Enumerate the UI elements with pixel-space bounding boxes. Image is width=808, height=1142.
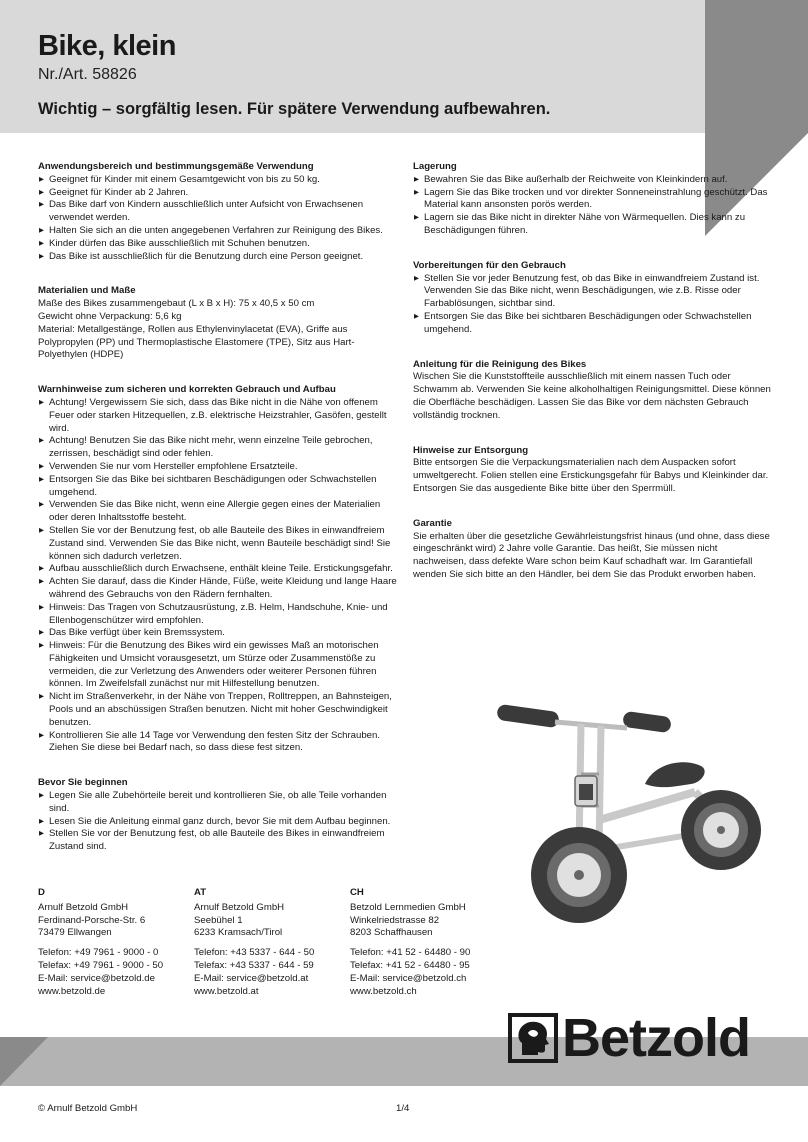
logo-text: Betzold: [562, 1008, 750, 1068]
seat: [645, 762, 705, 787]
section-text: Bitte entsorgen Sie die Verpackungsmaterialien nach dem Auspacken sofort umweltgerecht. Folien stellen eine Erstickungsgefahr für Babys und Kleinkinder dar. Entsorgen Sie das ausgediente Bike bitte über den Sperrmüll.: [413, 457, 769, 494]
list-item: ▶ Kontrollieren Sie alle 14 Tage vor Verwendung den festen Sitz der Schrauben. Ziehen Sie diese bei Bedarf nach, so dass diese fest sitzen.: [38, 730, 398, 756]
phone: Telefon: +43 5337 - 644 - 50: [194, 947, 315, 959]
head-profile-icon: [508, 1013, 558, 1063]
list-item: ▶ Kinder dürfen das Bike ausschließlich mit Schuhen benutzen.: [38, 238, 398, 251]
section-title: Garantie: [413, 517, 452, 529]
text-line: Material: Metallgestänge, Rollen aus Ethylenvinylacetat (EVA), Griffe aus Polypropylen (PP) und Thermoplastische Elastomere (TPE), Sitz aus Hart-Polyethylen (HDPE): [38, 323, 355, 361]
city: 73479 Ellwangen: [38, 927, 112, 939]
usage-section: [38, 161, 398, 263]
list-item: ▶ Geeignet für Kinder ab 2 Jahren.: [38, 187, 398, 200]
list-item: ▶ Lagern Sie das Bike trocken und vor direkter Sonneneinstrahlung geschützt. Das Material kann ansonsten porös werden.: [413, 187, 773, 213]
list-item: ▶ Achtung! Benutzen Sie das Bike nicht mehr, wenn einzelne Teile gebrochen, zerrissen, beschädigt sind oder fehlen.: [38, 435, 398, 461]
list-item: ▶ Geeignet für Kinder mit einem Gesamtgewicht von bis zu 50 kg.: [38, 174, 398, 187]
email-link[interactable]: E-Mail: service@betzold.ch: [350, 972, 467, 984]
street: Ferdinand-Porsche-Str. 6: [38, 914, 146, 926]
list-item: ▶ Hinweis: Das Tragen von Schutzausrüstung, z.B. Helm, Handschuhe, Knie- und Ellenbogenschützer wird empfohlen.: [38, 602, 398, 628]
left-column: [38, 161, 398, 854]
web-link[interactable]: www.betzold.ch: [350, 985, 417, 997]
list-item: ▶ Stellen Sie vor der Benutzung fest, ob alle Bauteile des Bikes in einwandfreiem Zustand sind. Verwenden Sie das Bike nicht, wenn Bauteile beschädigt sind! Sie können sich dadurch verletzen.: [38, 525, 398, 563]
section-title: Vorbereitungen für den Gebrauch: [413, 259, 566, 271]
warnings-section: [38, 384, 398, 755]
section-title: Materialien und Maße: [38, 285, 136, 297]
list-item: ▶ Stellen Sie vor der Benutzung fest, ob alle Bauteile des Bikes in einwandfreiem Zustand sind.: [38, 828, 398, 854]
copyright: © Arnulf Betzold GmbH: [38, 1103, 138, 1114]
list-item: ▶ Halten Sie sich an die unten angegebenen Verfahren zur Reinigung des Bikes.: [38, 225, 398, 238]
list-item: ▶ Das Bike darf von Kindern ausschließlich unter Aufsicht von Erwachsenen verwendet werden.: [38, 199, 398, 225]
list-item: ▶ Aufbau ausschließlich durch Erwachsene, enthält kleine Teile. Erstickungsgefahr.: [38, 563, 398, 576]
section-title: Hinweise zur Entsorgung: [413, 444, 529, 456]
country-code: D: [38, 887, 45, 898]
company: Arnulf Betzold GmbH: [38, 901, 129, 913]
section-title: Anleitung für die Reinigung des Bikes: [413, 358, 587, 370]
list-item: ▶ Verwenden Sie nur vom Hersteller empfohlene Ersatzteile.: [38, 461, 398, 474]
storage-section: [413, 161, 773, 238]
list-item: ▶ Achtung! Vergewissern Sie sich, dass das Bike nicht in die Nähe von offenem Feuer oder starken Hitzequellen, z.B. elektrische Heizstrahler, Gasöfen, gestellt wird.: [38, 397, 398, 435]
section-title: Bevor Sie beginnen: [38, 777, 128, 789]
list-item: ▶ Nicht im Straßenverkehr, in der Nähe von Treppen, Rolltreppen, an Bahnsteigen, Pools und an abschüssigen Straßen benutzen. Nicht mit hoher Geschwindigkeit benutzen.: [38, 691, 398, 729]
handlebar: [555, 722, 627, 728]
country-code: CH: [350, 887, 364, 898]
corner-decoration: [705, 0, 808, 133]
list-item: ▶ Das Bike ist ausschließlich für die Benutzung durch eine Person geeignet.: [38, 251, 398, 264]
list-item: ▶ Entsorgen Sie das Bike bei sichtbaren Beschädigungen oder Schwachstellen umgehend.: [413, 311, 773, 337]
contact-de: [38, 887, 163, 998]
section-title: Anwendungsbereich und bestimmungsgemäße Verwendung: [38, 161, 314, 172]
footer-corner: [0, 1037, 48, 1086]
fax: Telefax: +43 5337 - 644 - 59: [194, 959, 314, 971]
rear-hub: [717, 826, 725, 834]
right-column: [413, 161, 773, 582]
list-item: ▶ Verwenden Sie das Bike nicht, wenn eine Allergie gegen eines der Materialien oder deren Inhaltsstoffe besteht.: [38, 499, 398, 525]
contact-ch: [350, 887, 470, 998]
country-code: AT: [194, 887, 207, 898]
front-hub: [574, 870, 584, 880]
list-item: ▶ Legen Sie alle Zubehörteile bereit und kontrollieren Sie, ob alle Teile vorhanden sind.: [38, 790, 398, 816]
disposal-section: [413, 445, 773, 496]
web-link[interactable]: www.betzold.de: [38, 985, 106, 997]
stem: [599, 726, 601, 850]
right-grip: [622, 711, 672, 734]
betzold-logo: [508, 1008, 750, 1068]
list-item: ▶ Stellen Sie vor jeder Benutzung fest, ob das Bike in einwandfreiem Zustand ist. Verwenden Sie das Bike nicht, wenn Beschädigungen, wie z.B. Risse oder Farbablösungen, sichtbar sind.: [413, 273, 773, 311]
section-text: Sie erhalten über die gesetzliche Gewährleistungsfrist hinaus (und ohne, dass diese eingeschränkt wird) 2 Jahre volle Garantie. Das heißt, Sie müssen nicht nachweisen, dass defekte Ware schon beim Kauf schadhaft war. Im Garantiefall wenden Sie sich bitte an den Händler, bei dem Sie das Produkt erworben haben.: [413, 530, 770, 580]
frame-bar: [599, 792, 695, 820]
contact-at: [194, 887, 314, 998]
email-link[interactable]: E-Mail: service@betzold.de: [38, 972, 155, 984]
street: Seebühel 1: [194, 914, 243, 926]
list-item: ▶ Das Bike verfügt über kein Bremssystem.: [38, 627, 398, 640]
list-item: ▶ Achten Sie darauf, dass die Kinder Hände, Füße, weite Kleidung und lange Haare während des Gebrauchs von den Rädern fernhalten.: [38, 576, 398, 602]
city: 8203 Schaffhausen: [350, 927, 433, 939]
fax: Telefax: +49 7961 - 9000 - 50: [38, 959, 164, 971]
read-notice: Wichtig – sorgfältig lesen. Für spätere Verwendung aufbewahren.: [38, 100, 551, 118]
list-item: ▶ Bewahren Sie das Bike außerhalb der Reichweite von Kleinkindern auf.: [413, 174, 773, 187]
page-number: 1/4: [396, 1103, 410, 1114]
materials-section: [38, 285, 398, 362]
text-line: Gewicht ohne Verpackung: 5,6 kg: [38, 310, 182, 322]
section-text: Wischen Sie die Kunststoffteile ausschließlich mit einem nassen Tuch oder Schwamm ab. Verwenden Sie keine alkoholhaltigen Reinigungsmittel. Diese können die Oberfläche beschädigen. Lassen Sie das Bike vor dem nächsten Gebrauch vollständig trocknen.: [413, 371, 771, 421]
company: Arnulf Betzold GmbH: [194, 901, 285, 913]
cleaning-section: [413, 359, 773, 423]
list-item: ▶ Lagern sie das Bike nicht in direkter Nähe von Wärmequellen. Dies kann zu Beschädigungen führen.: [413, 212, 773, 238]
email-link[interactable]: E-Mail: service@betzold.at: [194, 972, 309, 984]
section-title: Lagerung: [413, 161, 457, 172]
text-line: Maße des Bikes zusammengebaut (L x B x H): 75 x 40,5 x 50 cm: [38, 298, 315, 310]
list-item: ▶ Hinweis: Für die Benutzung des Bikes wird ein gewisses Maß an motorischen Fähigkeiten und Umsicht vorausgesetzt, um Stürze oder Zusammenstöße zu vermeiden, die zur Verletzung des Anwenders oder weiterer Personen führen können. Im Zweifelsfall zunächst nur mit Hilfestellung benutzen.: [38, 640, 398, 691]
before-section: [38, 777, 398, 854]
phone: Telefon: +49 7961 - 9000 - 0: [38, 947, 159, 959]
list-item: ▶ Lesen Sie die Anleitung einmal ganz durch, bevor Sie mit dem Aufbau beginnen.: [38, 816, 398, 829]
page-title: Bike, klein: [38, 30, 176, 62]
street: Winkelriedstrasse 82: [350, 914, 440, 926]
city: 6233 Kramsach/Tirol: [194, 927, 283, 939]
left-grip: [496, 704, 560, 728]
web-link[interactable]: www.betzold.at: [194, 985, 259, 997]
phone: Telefon: +41 52 - 64480 - 90: [350, 947, 471, 959]
fax: Telefax: +41 52 - 64480 - 95: [350, 959, 470, 971]
bike-illustration: [495, 700, 785, 940]
section-title: Warnhinweise zum sicheren und korrekten Gebrauch und Aufbau: [38, 384, 336, 396]
bottle-label: [579, 784, 593, 800]
company: Betzold Lernmedien GmbH: [350, 901, 466, 913]
list-item: ▶ Entsorgen Sie das Bike bei sichtbaren Beschädigungen oder Schwachstellen umgehend.: [38, 474, 398, 500]
prep-section: [413, 260, 773, 337]
warranty-section: [413, 518, 773, 582]
article-number: Nr./Art. 58826: [38, 66, 137, 83]
